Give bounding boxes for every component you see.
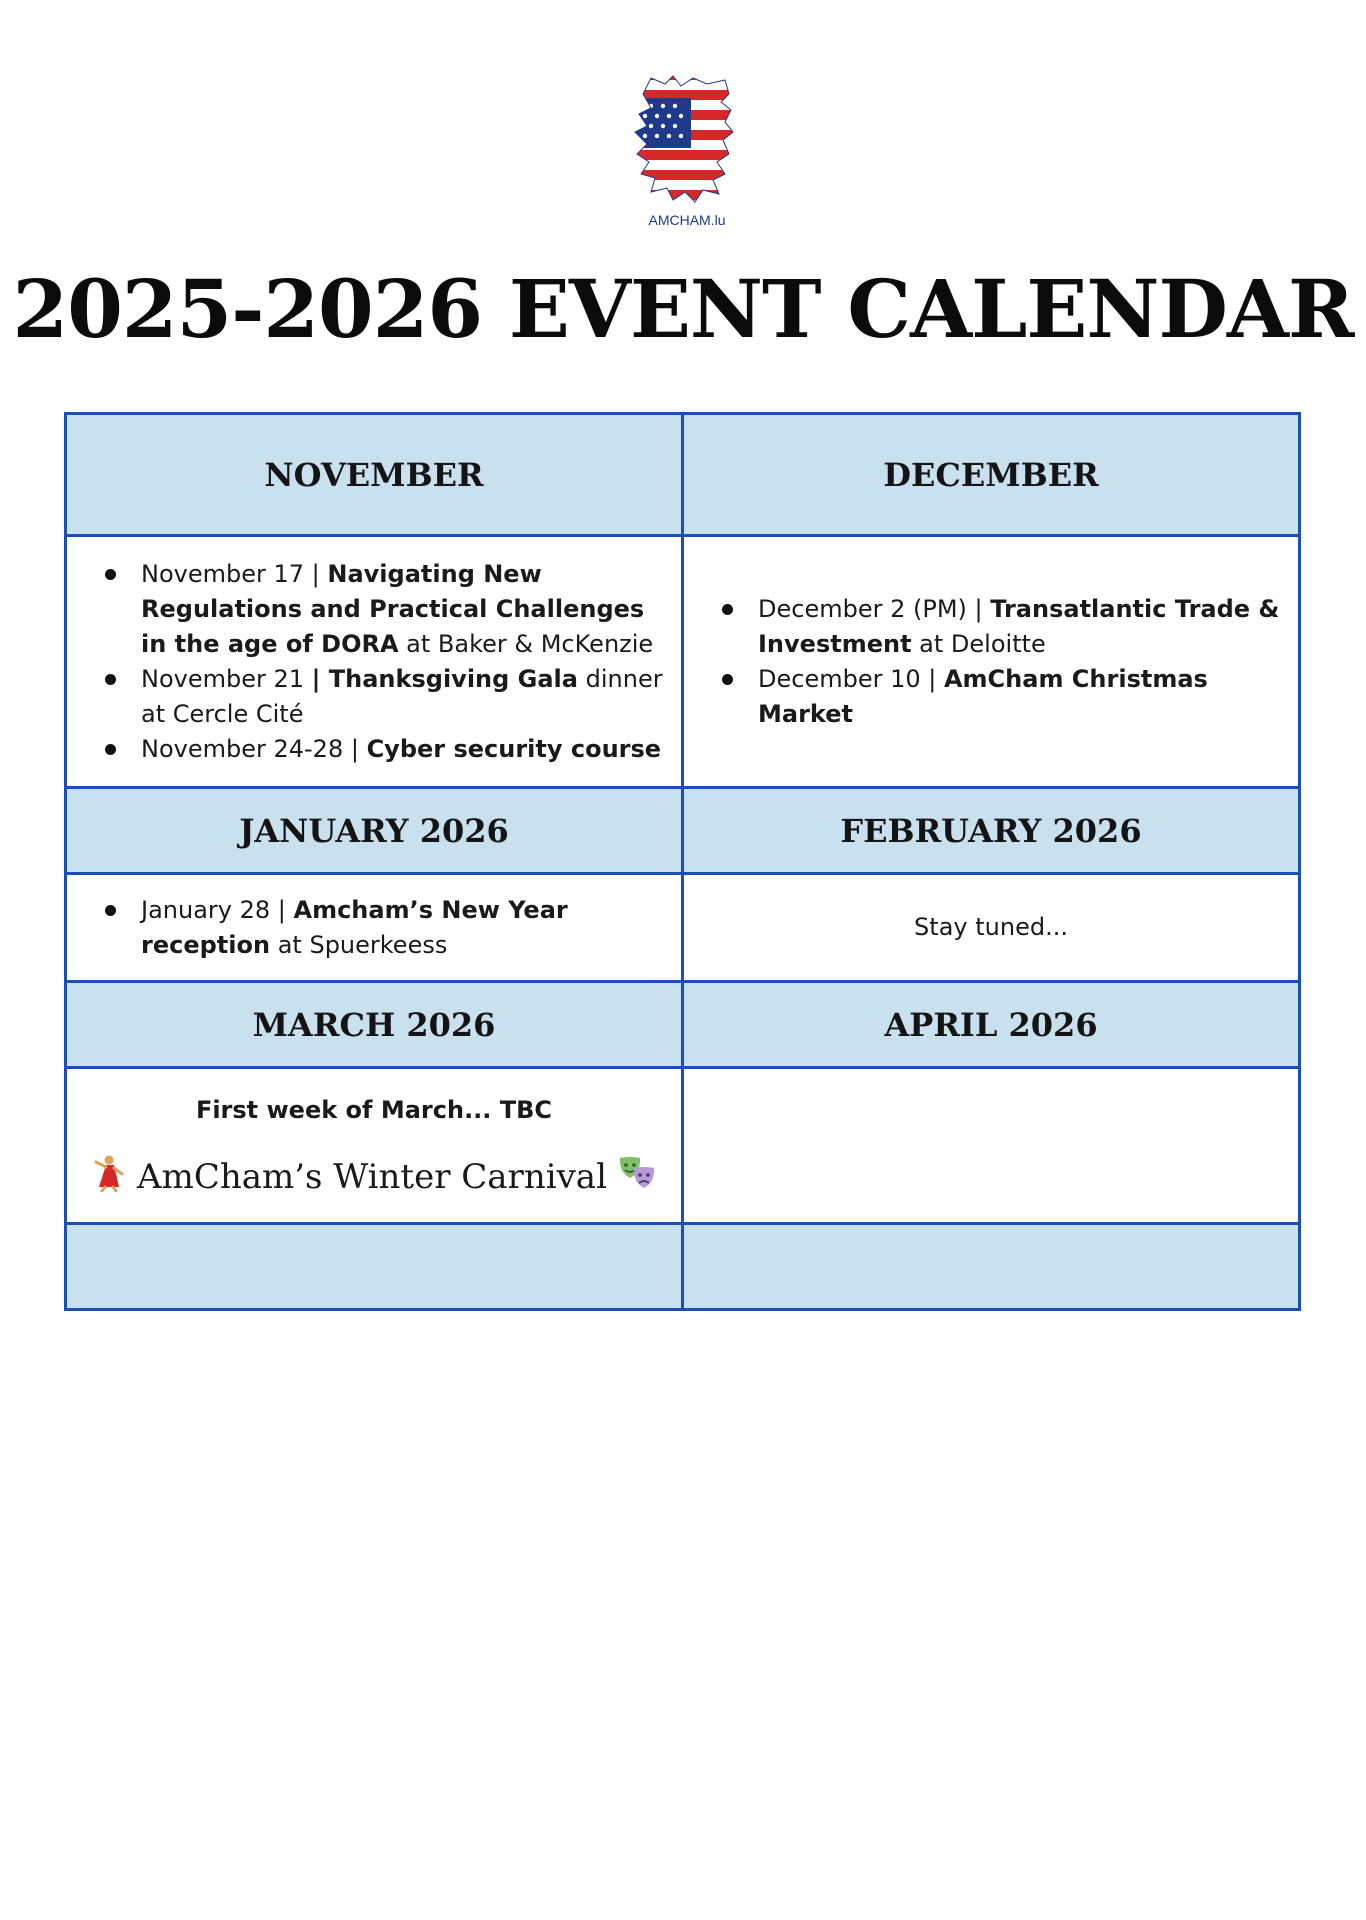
event-title: Cyber security course [366,734,662,763]
event-date: December 10 | [758,664,944,693]
march-carnival-line [67,1154,681,1199]
event-date: January 28 | [141,895,294,924]
event-item [758,592,1284,662]
event-venue: at Spuerkeess [270,930,448,959]
month-events-march [66,1068,683,1224]
event-venue: at Baker & McKenzie [398,629,654,658]
empty-header-left [66,1224,683,1310]
event-item [141,557,667,662]
amcham-logo [629,70,745,240]
flag-lion-icon [629,70,745,210]
month-header-march: MARCH 2026 [66,982,683,1068]
february-note: Stay tuned... [683,874,1300,982]
carnival-title: AmCham’s Winter Carnival [137,1156,607,1197]
event-item [141,662,667,732]
logo-text: AMCHAM.lu [648,212,726,228]
month-events-december [683,536,1300,788]
month-header-november: NOVEMBER [66,414,683,536]
event-date: November 24-28 | [141,734,367,763]
month-header-january: JANUARY 2026 [66,788,683,874]
event-title: Transatlantic Trade & Investment [758,594,1280,658]
month-header-april: APRIL 2026 [683,982,1300,1068]
march-tbc-text: First week of March... TBC [195,1095,553,1124]
event-venue: dinner at Cercle Cité [141,664,663,728]
dancer-icon [92,1154,126,1199]
event-calendar-table [64,412,1301,1311]
month-events-november [66,536,683,788]
event-item [141,893,667,963]
event-title: | Thanksgiving Gala [311,664,578,693]
event-title: Amcham’s New Year reception [141,895,568,959]
event-venue: at Deloitte [911,629,1046,658]
month-header-december: DECEMBER [683,414,1300,536]
event-date: December 2 (PM) | [758,594,991,623]
event-title: Navigating New Regulations and Practical Challenges in the age of DORA [141,559,645,658]
theater-masks-icon [618,1154,656,1199]
event-title: AmCham Christmas Market [758,664,1208,728]
month-events-april [683,1068,1300,1224]
empty-header-right [683,1224,1300,1310]
month-header-february: FEBRUARY 2026 [683,788,1300,874]
event-date: November 21 [141,664,312,693]
event-item [141,732,667,767]
page-title: 2025-2026 EVENT CALENDAR [12,262,1354,356]
month-events-january [66,874,683,982]
event-item [758,662,1284,732]
event-date: November 17 | [141,559,328,588]
